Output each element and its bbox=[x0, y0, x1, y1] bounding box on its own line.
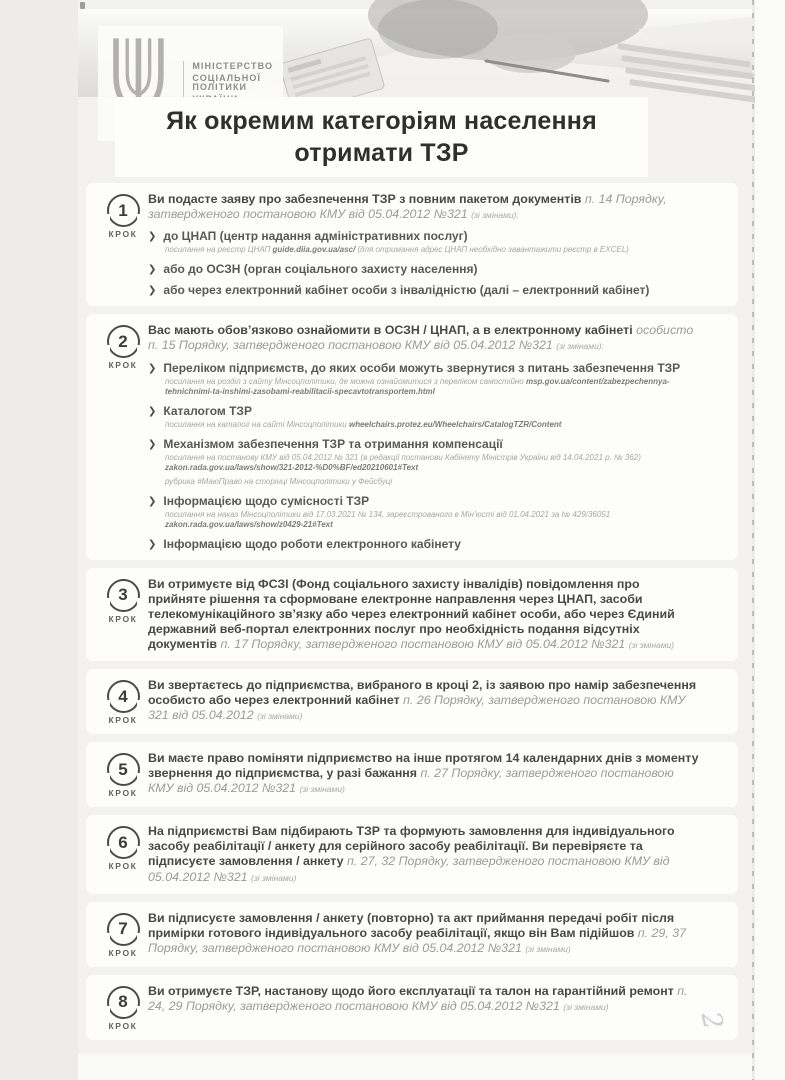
bullet-label: або через електронний кабінет особи з інвалідністю (далі – електронний кабінет) bbox=[163, 283, 650, 298]
handwritten-page-number: 2 bbox=[694, 1008, 729, 1033]
bullet-row bbox=[148, 438, 700, 451]
bullet-row bbox=[148, 263, 700, 276]
step-krok-label: КРОК bbox=[108, 229, 138, 239]
bullet-note bbox=[165, 377, 700, 397]
step-card bbox=[86, 902, 738, 967]
step-heading bbox=[148, 323, 700, 353]
heading-segment: (зі змінами) bbox=[299, 784, 345, 795]
step-heading bbox=[148, 678, 700, 723]
step-heading bbox=[148, 911, 700, 956]
step-heading bbox=[148, 984, 700, 1014]
step-krok-label: КРОК bbox=[108, 1020, 138, 1031]
step-bullet bbox=[148, 438, 700, 487]
note-text: посилання на наказ Мінсоцполітики від 17.03.2021 № 134, зареєстрованого в Мін’юсті від 01.04.2021 за № 429/36051 bbox=[165, 509, 611, 519]
bullet-row bbox=[148, 284, 700, 297]
bullet-row bbox=[148, 495, 700, 508]
step-badge bbox=[98, 576, 148, 624]
step-badge bbox=[98, 677, 148, 725]
note-text: посилання на розділ з сайту Мінсоцполітики, де можна ознайомитися з переліком самостійно bbox=[165, 376, 526, 386]
chevron-icon: ❯ bbox=[148, 405, 157, 417]
step-number: 6 bbox=[107, 826, 140, 859]
bullet-row bbox=[148, 405, 700, 418]
scan-artifact bbox=[80, 2, 85, 9]
note-link: zakon.rada.gov.ua/laws/show/321-2012-%D0%BF/ed20210601#Text bbox=[165, 462, 419, 472]
chevron-icon: ❯ bbox=[148, 538, 157, 550]
heading-segment: п. 14 Порядку, затвердженого постановою КМУ від 05.04.2012 №321 bbox=[148, 192, 667, 222]
step-heading bbox=[148, 824, 700, 885]
heading-segment: Ви подасте заяву про забезпечення ТЗР з повним пакетом документів bbox=[148, 192, 585, 206]
bullet-note bbox=[165, 477, 700, 487]
step-content bbox=[148, 983, 700, 1014]
step-badge bbox=[98, 823, 148, 871]
step-content bbox=[148, 576, 700, 653]
heading-segment: п. 17 Порядку, затвердженого постановою КМУ від 05.04.2012 №321 bbox=[220, 637, 629, 651]
step-krok-label: КРОК bbox=[108, 861, 138, 872]
step-bullet bbox=[148, 405, 700, 430]
step-content bbox=[148, 677, 700, 723]
heading-segment: особисто п. 15 Порядку, затвердженого постановою КМУ від 05.04.2012 №321 bbox=[148, 323, 694, 353]
bullet-label: до ЦНАП (центр надання адміністративних послуг) bbox=[163, 229, 468, 244]
heading-segment: п. 29, 37 Порядку, затвердженого постановою КМУ від 05.04.2012 №321 bbox=[148, 925, 686, 955]
page-bottom-margin bbox=[78, 1054, 752, 1080]
step-bullet bbox=[148, 284, 700, 297]
note-text: рубрика #МаюПраво на сторінці Мінсоцполітики у Фейсбуці bbox=[165, 476, 393, 486]
chevron-icon: ❯ bbox=[148, 264, 157, 276]
step-krok-label: КРОК bbox=[108, 715, 138, 726]
step-bullet bbox=[148, 538, 700, 551]
heading-segment: (зі змінами) bbox=[525, 943, 571, 954]
chevron-icon: ❯ bbox=[148, 495, 157, 507]
note-link: wheelchairs.protez.eu/Wheelchairs/CatalogTZR/Content bbox=[348, 419, 562, 429]
heading-segment: Вас мають обов’язково ознайомити в ОСЗН / ЦНАП, а в електронному кабінеті bbox=[148, 323, 637, 338]
step-card bbox=[86, 975, 738, 1040]
chevron-icon: ❯ bbox=[148, 438, 157, 450]
step-bullet bbox=[148, 495, 700, 530]
step-number: 7 bbox=[107, 913, 140, 946]
heading-segment: Ви підписуєте замовлення / анкету (повторно) та акт приймання передачі робіт після примірки готового індивідуального засобу реабілітації, якщо він Вам підійшов bbox=[148, 910, 675, 940]
bullet-label: або до ОСЗН (орган соціального захисту населення) bbox=[163, 262, 478, 277]
bullet-label: Інформацією щодо роботи електронного кабінету bbox=[163, 536, 461, 551]
heading-segment: Ви маєте право поміняти підприємство на інше протягом 14 календарних днів з моменту звернення до підприємства, у разі бажання bbox=[148, 751, 699, 781]
note-link: guide.diia.gov.ua/asc/ bbox=[272, 245, 356, 255]
heading-segment: (зі змінами): bbox=[556, 341, 604, 352]
step-number: 2 bbox=[107, 325, 140, 358]
heading-segment: (зі змінами) bbox=[628, 640, 675, 650]
step-card bbox=[86, 669, 738, 734]
heading-segment: п. 27 Порядку, затвердженого постановою КМУ від 05.04.2012 №321 bbox=[148, 766, 674, 796]
step-card bbox=[86, 314, 738, 559]
step-content bbox=[148, 322, 700, 550]
note-text: посилання на реєстр ЦНАП bbox=[165, 245, 273, 255]
bullet-label: Механізмом забезпечення ТЗР та отримання компенсації bbox=[163, 436, 503, 451]
step-card bbox=[86, 568, 738, 662]
step-heading bbox=[148, 577, 700, 653]
heading-segment: п. 26 Порядку, затвердженого постановою КМУ 321 від 05.04.2012 bbox=[148, 693, 686, 723]
chevron-icon: ❯ bbox=[148, 231, 157, 243]
step-badge bbox=[98, 910, 148, 958]
step-number: 8 bbox=[107, 986, 140, 1019]
chevron-icon: ❯ bbox=[148, 362, 157, 374]
page-title-line-1: Як окремим категоріям населення bbox=[166, 107, 597, 135]
step-krok-label: КРОК bbox=[108, 947, 138, 958]
step-number: 4 bbox=[107, 680, 140, 713]
bullet-row bbox=[148, 230, 700, 243]
step-number: 5 bbox=[107, 753, 140, 786]
note-text: (для отримання адрес ЦНАП необхідно завантажити реєстр в EXCEL) bbox=[355, 245, 629, 255]
bullet-label: Каталогом ТЗР bbox=[163, 403, 252, 418]
note-text: посилання на постанову КМУ від 05.04.2012 № 321 (в редакції постанови Кабінету Міністрів України від 14.04.2021 р. № 362) bbox=[165, 452, 641, 462]
chevron-icon: ❯ bbox=[148, 285, 157, 297]
note-link: zakon.rada.gov.ua/laws/show/z0429-21#Text bbox=[165, 519, 333, 529]
ministry-name-line: МІНІСТЕРСТВО bbox=[192, 61, 274, 72]
step-badge bbox=[98, 191, 148, 239]
steps-list bbox=[78, 183, 752, 1040]
heading-segment: На підприємстві Вам підбирають ТЗР та формують замовлення для індивідуального засобу реабілітації / анкету для серійного засобу реабілітації. Ви перевіряєте та підписуєте замовлення / анкету bbox=[148, 824, 675, 869]
step-krok-label: КРОК bbox=[108, 613, 138, 624]
step-bullet bbox=[148, 230, 700, 255]
step-badge bbox=[98, 750, 148, 798]
step-content bbox=[148, 750, 700, 796]
heading-segment: (зі змінами) bbox=[251, 872, 297, 883]
step-content bbox=[148, 191, 700, 297]
page-title-line-2: отримати ТЗР bbox=[294, 139, 469, 167]
scanned-page bbox=[78, 0, 752, 1080]
bullet-note bbox=[165, 420, 700, 430]
note-link: msp.gov.ua/content/zabezpechennya-tehnichnimi-ta-inshimi-zasobami-reabilitacii-specavtotransportem.html bbox=[165, 376, 670, 396]
bullet-label: Інформацією щодо сумісності ТЗР bbox=[163, 493, 370, 508]
step-krok-label: КРОК bbox=[108, 360, 138, 371]
bullet-row bbox=[148, 538, 700, 551]
step-badge bbox=[98, 322, 148, 370]
step-bullet bbox=[148, 362, 700, 397]
step-number: 1 bbox=[107, 194, 140, 227]
step-content bbox=[148, 910, 700, 956]
step-krok-label: КРОК bbox=[108, 788, 138, 799]
heading-segment: Ви звертаєтесь до підприємства, вибраного в кроці 2, із заявою про намір забезпечення особисто або через електронний кабінет bbox=[148, 678, 697, 708]
bullet-note bbox=[165, 453, 700, 473]
scan-right-margin bbox=[755, 0, 785, 1080]
heading-segment: (зі змінами) bbox=[563, 1001, 609, 1012]
step-card bbox=[86, 815, 738, 894]
heading-segment: п. 27, 32 Порядку, затвердженого постановою КМУ від 05.04.2012 №321 bbox=[148, 854, 670, 884]
header-photo bbox=[78, 9, 752, 97]
step-card bbox=[86, 183, 738, 306]
step-content bbox=[148, 823, 700, 885]
bullet-row bbox=[148, 362, 700, 375]
step-card bbox=[86, 742, 738, 807]
ministry-name-line: СОЦІАЛЬНОЇ ПОЛІТИКИ bbox=[192, 73, 262, 93]
heading-segment: (зі змінами) bbox=[257, 711, 303, 722]
bullet-note bbox=[165, 510, 700, 530]
heading-segment: (зі змінами): bbox=[471, 210, 519, 221]
step-heading bbox=[148, 192, 700, 222]
scan-perforation-line bbox=[752, 0, 754, 1080]
note-text: посилання на каталог на сайті Мінсоцполітики bbox=[165, 419, 349, 429]
step-badge bbox=[98, 983, 148, 1031]
title-band bbox=[78, 97, 752, 177]
bullet-note bbox=[165, 245, 700, 255]
heading-segment: Ви отримуєте від ФСЗІ (Фонд соціального захисту інвалідів) повідомлення про прийняте рішення та сформоване електронне направлення через ЦНАП, засоби телекомунікаційного зв’язку або через електронний кабінет особи, або через Єдиний державний веб-портал електронних послуг про необхідність подання відсутніх документів bbox=[148, 576, 675, 651]
step-number: 3 bbox=[107, 579, 140, 612]
bullet-label: Переліком підприємств, до яких особи можуть звернутися з питань забезпечення ТЗР bbox=[163, 360, 681, 375]
heading-segment: Ви отримуєте ТЗР, настанову щодо його експлуатації та талон на гарантійний ремонт bbox=[148, 983, 678, 998]
heading-segment: п. 24, 29 Порядку, затвердженого постановою КМУ від 05.04.2012 №321 bbox=[148, 983, 688, 1013]
page-title bbox=[115, 97, 648, 177]
step-bullet bbox=[148, 263, 700, 276]
step-heading bbox=[148, 751, 700, 796]
